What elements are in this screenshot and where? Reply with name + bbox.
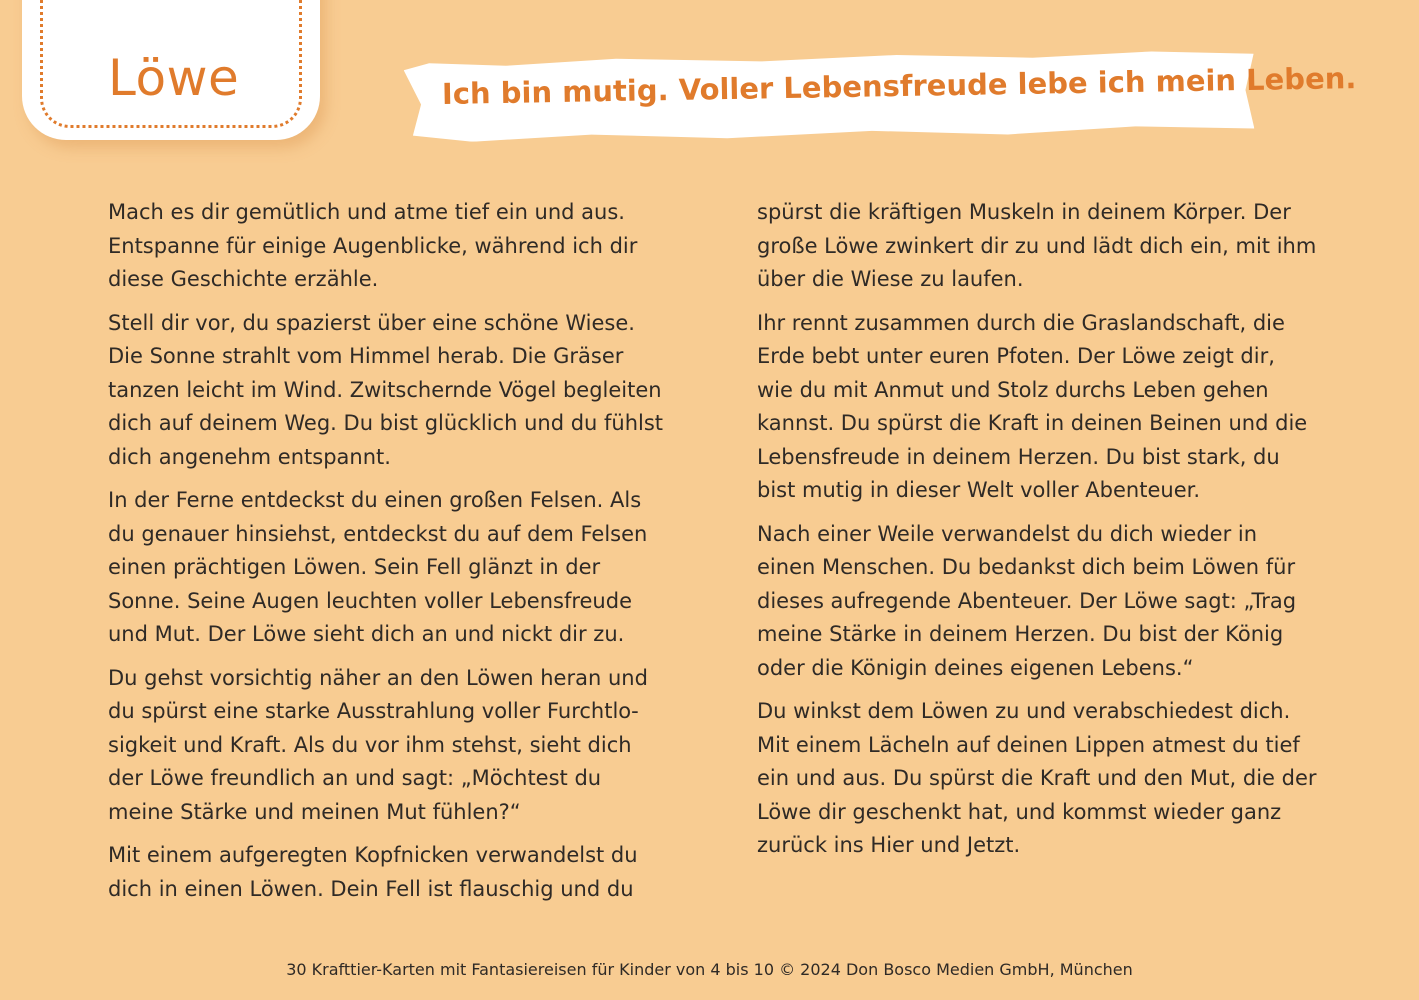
story-paragraph: Stell dir vor, du spazierst über eine schöne Wiese. Die Sonne strahlt vom Himmel herab. Die Gräser tanzen leicht im Wind. Zwitschernde Vögel begleiten dich auf deinem Weg. Du bist glücklich und du fühlst dich angenehm entspannt. — [108, 310, 664, 469]
story-paragraph: Mit einem aufgeregten Kopfnicken verwandelst du dich in einen Löwen. Dein Fell ist flauschig und du — [108, 843, 638, 901]
card-title: Löwe — [108, 49, 240, 107]
story-paragraph: Du gehst vorsichtig näher an den Löwen heran und du spürst eine starke Ausstrahlung voller Furchtlosigkeit und Kraft. Als du vor ihm stehst, sieht dich der Löwe freundlich an und sagt: „Möchtest du meine Stärke und meinen Mut fühlen?“ — [108, 665, 648, 824]
affirmation-text: Ich bin mutig. Voller Lebensfreude lebe ich mein Leben. — [441, 61, 1357, 111]
story-paragraph: In der Ferne entdeckst du einen großen Felsen. Als du genauer hinsiehst, entdeckst du auf dem Felsen einen prächtigen Löwen. Sein Fell glänzt in der Sonne. Seine Augen leuchten voller Lebensfreude und Mut. Der Löwe sieht dich an und nickt dir zu. — [108, 488, 648, 646]
story-column-right — [757, 196, 1317, 873]
story-paragraph: Nach einer Weile verwandelst du dich wieder in einen Menschen. Du bedankst dich beim Löwen für dieses aufregende Abenteuer. Der Löwe sagt: „Trag meine Stärke in deinem Herzen. Du bist der König oder die Königin deines eigenen Lebens.“ — [757, 521, 1297, 680]
story-paragraph: Ihr rennt zusammen durch die Graslandschaft, die Erde bebt unter euren Pfoten. Der Löwe zeigt dir, wie du mit Anmut und Stolz durchs Leben gehen kannst. Du spürst die Kraft in deinen Beinen und die Lebensfreude in deinem Herzen. Du bist stark, du bist mutig in dieser Welt voller Abenteuer. — [757, 310, 1308, 502]
story-paragraph: Du winkst dem Löwen zu und verabschiedest dich. Mit einem Lächeln auf deinen Lippen atmest du tief ein und aus. Du spürst die Kraft und den Mut, die der Löwe dir geschenkt hat, und kommst wieder ganz zurück ins Hier und Jetzt. — [757, 699, 1317, 857]
footer-credit: 30 Krafttier-Karten mit Fantasiereisen für Kinder von 4 bis 10 © 2024 Don Bosco Medien GmbH, München — [286, 960, 1133, 979]
story-paragraph: Mach es dir gemütlich und atme tief ein und aus. Entspanne für einige Augenblicke, während ich dir diese Geschichte erzähle. — [108, 200, 638, 291]
story-paragraph: spürst die kräftigen Muskeln in deinem Körper. Der große Löwe zwinkert dir zu und lädt dich ein, mit ihm über die Wiese zu laufen. — [757, 200, 1317, 291]
story-column-left — [108, 196, 668, 916]
